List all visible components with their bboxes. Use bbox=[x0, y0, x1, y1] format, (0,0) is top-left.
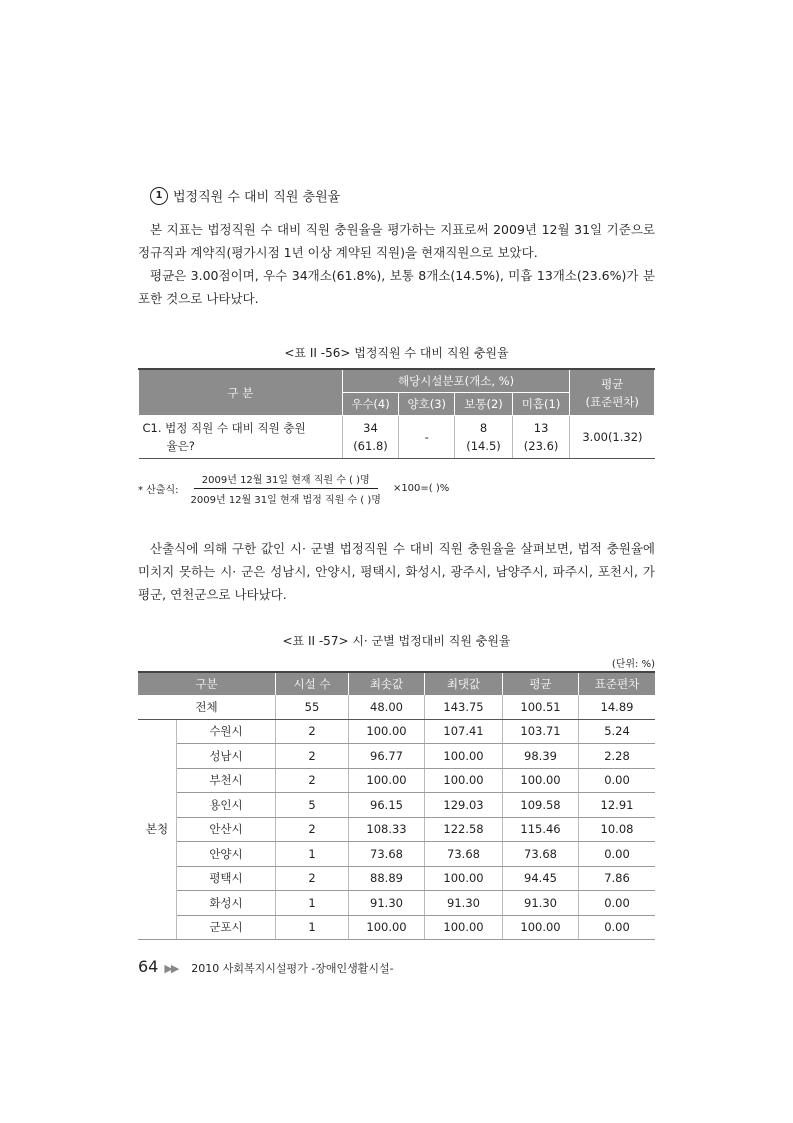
section-heading bbox=[150, 186, 340, 205]
double-arrow-icon: ▶▶ bbox=[164, 962, 178, 975]
city-avg: 100.00 bbox=[503, 768, 579, 793]
table1-row-label-line1: C1. 법정 직원 수 대비 직원 충원 bbox=[142, 421, 306, 435]
city-sd: 2.28 bbox=[579, 744, 656, 769]
city-avg: 94.45 bbox=[503, 866, 579, 891]
formula-denominator: 2009년 12월 31일 현재 법정 직원 수 ( )명 bbox=[190, 495, 381, 506]
table2-header-max: 최댓값 bbox=[425, 672, 503, 695]
city-avg: 91.30 bbox=[503, 891, 579, 916]
city-sd: 0.00 bbox=[579, 842, 656, 867]
table1-cell-average: 3.00(1.32) bbox=[570, 416, 655, 459]
city-avg: 115.46 bbox=[503, 817, 579, 842]
table1-cell-poor bbox=[512, 416, 570, 459]
city-min: 96.77 bbox=[349, 744, 425, 769]
paragraph-intro: 본 지표는 법정직원 수 대비 직원 충원율을 평가하는 지표로써 2009년 12월 31일 기준으로 정규직과 계약직(평가시점 1년 이상 계약된 직원)을 현재직원으로 보았다. bbox=[138, 222, 655, 260]
city-name: 군포시 bbox=[177, 915, 276, 940]
page-number: 64 bbox=[138, 957, 159, 976]
city-count: 2 bbox=[276, 768, 349, 793]
poor-percent: (23.6) bbox=[523, 439, 559, 453]
group-label: 본청 bbox=[138, 719, 177, 940]
table2-header-category: 구분 bbox=[138, 672, 276, 695]
table-row bbox=[138, 866, 655, 891]
city-count: 2 bbox=[276, 817, 349, 842]
total-avg: 100.51 bbox=[503, 695, 579, 719]
table1-col-excellent: 우수(4) bbox=[342, 393, 399, 416]
table-row bbox=[138, 793, 655, 818]
city-avg: 109.58 bbox=[503, 793, 579, 818]
table-row bbox=[139, 416, 655, 459]
normal-percent: (14.5) bbox=[466, 439, 501, 453]
city-count: 2 bbox=[276, 866, 349, 891]
page-footer bbox=[138, 957, 394, 976]
city-sd: 0.00 bbox=[579, 915, 656, 940]
city-avg: 103.71 bbox=[503, 719, 579, 744]
city-count: 1 bbox=[276, 842, 349, 867]
city-count: 1 bbox=[276, 891, 349, 916]
city-sd: 0.00 bbox=[579, 768, 656, 793]
table1-header-average bbox=[570, 369, 655, 416]
city-max: 91.30 bbox=[425, 891, 503, 916]
city-min: 100.00 bbox=[349, 719, 425, 744]
table-row bbox=[138, 719, 655, 744]
table-row bbox=[138, 915, 655, 940]
section-number-badge: 1 bbox=[150, 187, 168, 205]
staffing-rate-table bbox=[138, 368, 655, 459]
city-count: 2 bbox=[276, 719, 349, 744]
city-min: 108.33 bbox=[349, 817, 425, 842]
table1-col-good: 양호(3) bbox=[399, 393, 455, 416]
city-max: 100.00 bbox=[425, 744, 503, 769]
city-max: 73.68 bbox=[425, 842, 503, 867]
table1-header-average-label: 평균 bbox=[601, 376, 624, 391]
table-row bbox=[138, 817, 655, 842]
city-staffing-table bbox=[138, 671, 655, 940]
table-row bbox=[138, 744, 655, 769]
city-sd: 10.08 bbox=[579, 817, 656, 842]
table1-cell-good: - bbox=[399, 416, 455, 459]
formula-label: * 산출식: bbox=[138, 485, 179, 496]
table2-header-min: 최솟값 bbox=[349, 672, 425, 695]
table2-header-sd: 표준편차 bbox=[579, 672, 656, 695]
city-name: 안양시 bbox=[177, 842, 276, 867]
city-name: 안산시 bbox=[177, 817, 276, 842]
table1-col-normal: 보통(2) bbox=[455, 393, 513, 416]
total-count: 55 bbox=[276, 695, 349, 719]
formula bbox=[138, 471, 449, 506]
city-max: 107.41 bbox=[425, 719, 503, 744]
formula-suffix: ×100=( )% bbox=[392, 483, 450, 494]
city-max: 122.58 bbox=[425, 817, 503, 842]
city-max: 100.00 bbox=[425, 768, 503, 793]
table2-header-avg: 평균 bbox=[503, 672, 579, 695]
total-min: 48.00 bbox=[349, 695, 425, 719]
city-max: 100.00 bbox=[425, 915, 503, 940]
city-name: 수원시 bbox=[177, 719, 276, 744]
paragraph-average: 평균은 3.00점이며, 우수 34개소(61.8%), 보통 8개소(14.5%), 미흡 13개소(23.6%)가 분포한 것으로 나타났다. bbox=[138, 268, 655, 306]
table1-caption: <표 II -56> 법정직원 수 대비 직원 충원율 bbox=[284, 346, 509, 360]
table1-header-category: 구 분 bbox=[139, 369, 343, 416]
table1-col-poor: 미흡(1) bbox=[512, 393, 570, 416]
footer-title: 2010 사회복지시설평가 -장애인생활시설- bbox=[191, 962, 394, 975]
city-sd: 0.00 bbox=[579, 891, 656, 916]
city-min: 73.68 bbox=[349, 842, 425, 867]
city-count: 2 bbox=[276, 744, 349, 769]
city-count: 5 bbox=[276, 793, 349, 818]
paragraph-analysis: 산출식에 의해 구한 값인 시· 군별 법정직원 수 대비 직원 충원율을 살펴보면, 법적 충원율에 미치지 못하는 시· 군은 성남시, 안양시, 평택시, 화성시, 광주시, 남양주시, 파주시, 포천시, 가평군, 연천군으로 나타났다. bbox=[138, 541, 655, 602]
table1-cell-excellent bbox=[342, 416, 399, 459]
section-title: 법정직원 수 대비 직원 충원율 bbox=[173, 190, 341, 205]
city-max: 129.03 bbox=[425, 793, 503, 818]
formula-numerator: 2009년 12월 31일 현재 직원 수 ( )명 bbox=[194, 471, 378, 489]
city-sd: 12.91 bbox=[579, 793, 656, 818]
city-name: 화성시 bbox=[177, 891, 276, 916]
table1-row-label bbox=[139, 416, 343, 459]
table-row-total bbox=[138, 695, 655, 719]
table1-header-average-sub: (표준편차) bbox=[585, 394, 639, 409]
table2-header-count: 시설 수 bbox=[276, 672, 349, 695]
table2-caption: <표 II -57> 시· 군별 법정대비 직원 충원율 bbox=[282, 634, 511, 648]
city-count: 1 bbox=[276, 915, 349, 940]
table-row bbox=[138, 768, 655, 793]
city-max: 100.00 bbox=[425, 866, 503, 891]
table1-header-distribution: 해당시설분포(개소, %) bbox=[342, 369, 570, 393]
total-max: 143.75 bbox=[425, 695, 503, 719]
city-min: 96.15 bbox=[349, 793, 425, 818]
city-sd: 7.86 bbox=[579, 866, 656, 891]
city-min: 100.00 bbox=[349, 915, 425, 940]
excellent-percent: (61.8) bbox=[353, 439, 388, 453]
city-min: 88.89 bbox=[349, 866, 425, 891]
formula-fraction bbox=[183, 471, 389, 506]
table-row bbox=[138, 842, 655, 867]
city-name: 부천시 bbox=[177, 768, 276, 793]
total-label: 전체 bbox=[138, 695, 276, 719]
table1-row-label-line2: 율은? bbox=[166, 439, 195, 453]
city-avg: 100.00 bbox=[503, 915, 579, 940]
city-min: 91.30 bbox=[349, 891, 425, 916]
normal-count: 8 bbox=[479, 421, 488, 435]
excellent-count: 34 bbox=[363, 421, 378, 435]
total-sd: 14.89 bbox=[579, 695, 656, 719]
table-row bbox=[138, 891, 655, 916]
city-avg: 73.68 bbox=[503, 842, 579, 867]
city-name: 용인시 bbox=[177, 793, 276, 818]
table1-cell-normal bbox=[455, 416, 513, 459]
city-name: 평택시 bbox=[177, 866, 276, 891]
table2-unit: (단위: %) bbox=[611, 659, 655, 670]
poor-count: 13 bbox=[533, 421, 549, 435]
city-sd: 5.24 bbox=[579, 719, 656, 744]
city-avg: 98.39 bbox=[503, 744, 579, 769]
city-name: 성남시 bbox=[177, 744, 276, 769]
city-min: 100.00 bbox=[349, 768, 425, 793]
